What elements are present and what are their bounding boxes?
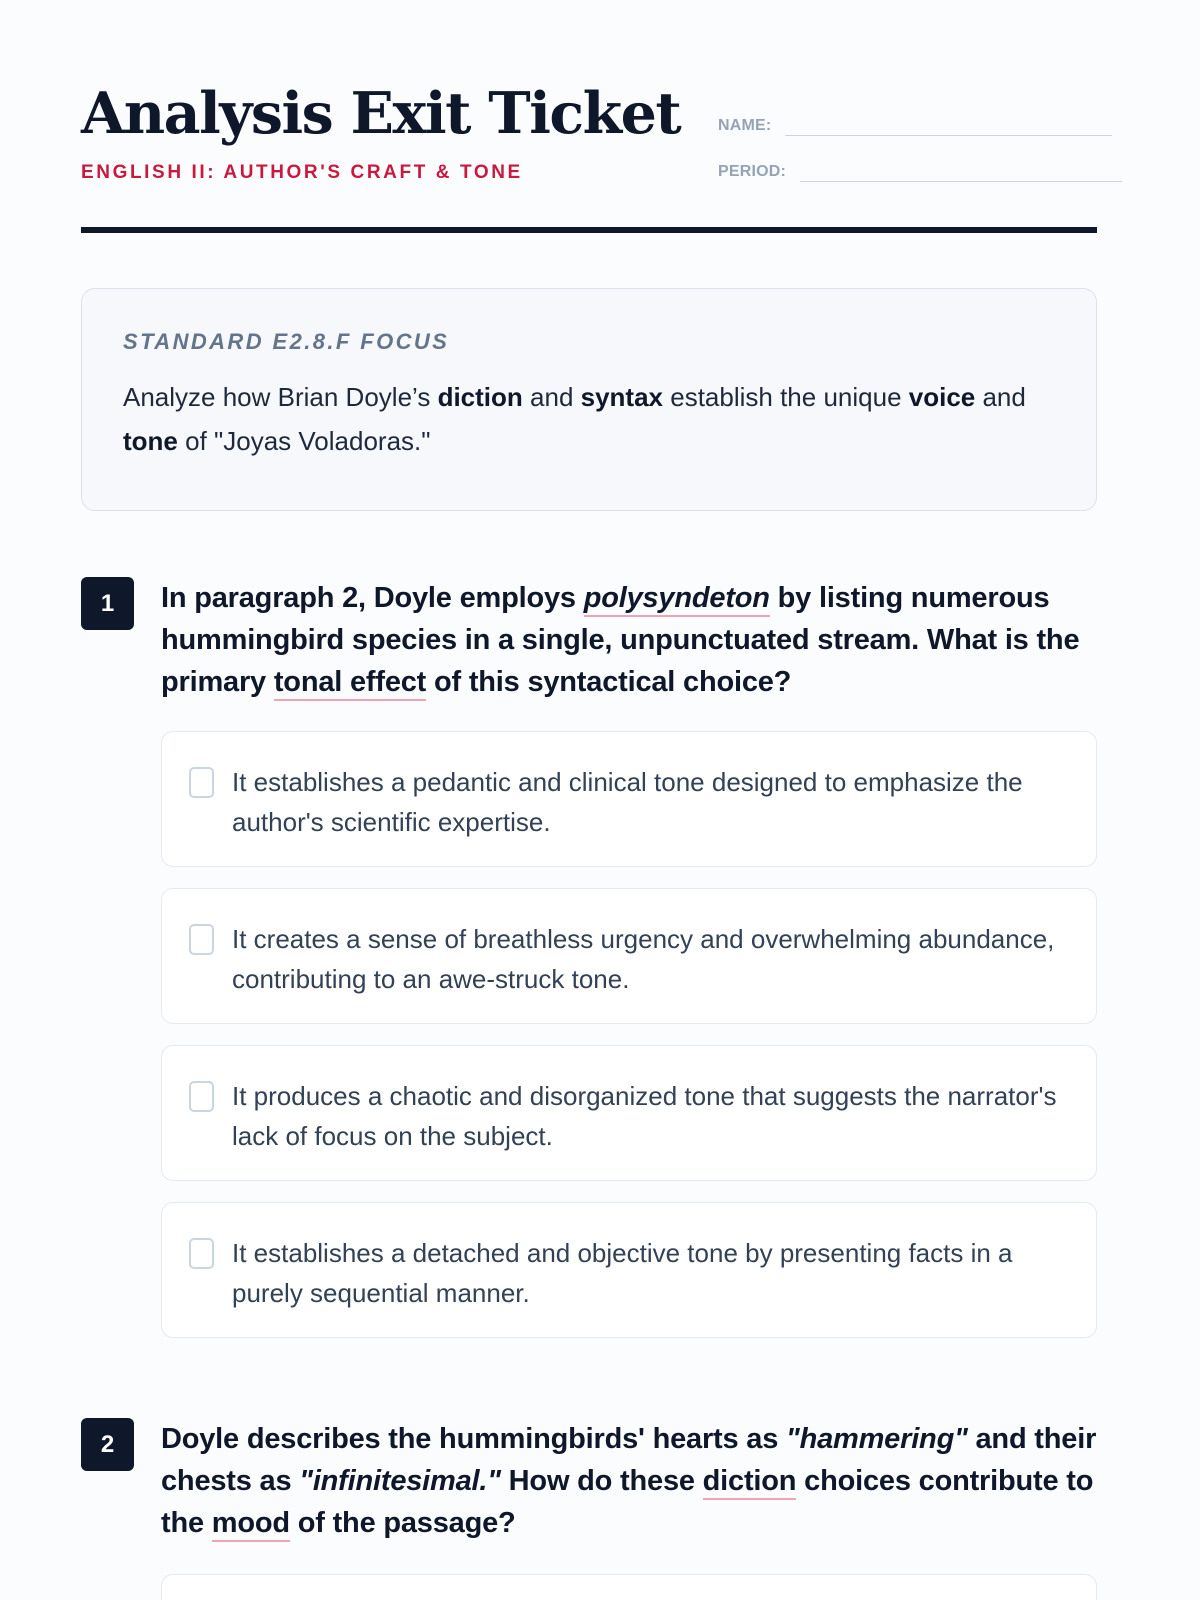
header — [81, 0, 1097, 234]
question-number-badge: 1 — [81, 577, 134, 630]
answer-option-a[interactable] — [161, 731, 1097, 867]
question-prompt — [161, 1418, 1097, 1544]
prompt-text: In paragraph 2, Doyle employs — [161, 582, 584, 614]
prompt-term-polysyndeton: polysyndeton — [584, 582, 770, 617]
standard-text-part: and — [975, 382, 1026, 412]
page-title: Analysis Exit Ticket — [81, 80, 681, 147]
prompt-text: of the passage? — [289, 1507, 516, 1539]
answer-options — [161, 731, 1097, 1338]
standard-label: STANDARD E2.8.F FOCUS — [123, 329, 450, 354]
name-label: NAME: — [718, 117, 772, 134]
answer-option-c[interactable] — [161, 1045, 1097, 1181]
option-text: It establishes a pedantic and clinical tone designed to emphasize the author's scientific expertise. — [232, 767, 1023, 837]
standard-description — [123, 375, 1056, 463]
standard-term-diction: diction — [437, 382, 523, 412]
header-divider — [81, 227, 1097, 233]
name-field — [718, 108, 1112, 136]
prompt-text: Doyle describes the hummingbirds' hearts as — [161, 1423, 787, 1455]
question-number-badge: 2 — [81, 1418, 134, 1471]
prompt-text: by listing numerous hummingbird species in a single, unpunctuated stream. What is the primary — [161, 582, 1080, 698]
standard-text-part: establish the unique — [663, 382, 909, 412]
question-2 — [81, 1418, 1097, 1600]
question-1 — [81, 577, 1097, 1338]
option-text: It produces a chaotic and disorganized tone that suggests the narrator's lack of focus on the subject. — [232, 1081, 1057, 1151]
answer-option-b[interactable] — [161, 888, 1097, 1024]
prompt-term-mood: mood — [212, 1507, 290, 1542]
standard-term-syntax: syntax — [580, 382, 664, 412]
period-field — [718, 154, 1122, 182]
question-prompt — [161, 577, 1097, 703]
prompt-text: choices contribute to the — [161, 1465, 1094, 1539]
prompt-text: and their chests as — [161, 1423, 1097, 1497]
prompt-term-diction: diction — [703, 1465, 797, 1500]
standard-term-voice: voice — [908, 382, 976, 412]
standard-text-part: Analyze how Brian Doyle’s — [123, 382, 438, 412]
standard-text-part: and — [522, 382, 581, 412]
option-text: It creates a sense of breathless urgency and overwhelming abundance, contributing to an awe-struck tone. — [232, 924, 1055, 994]
course-subtitle: ENGLISH II: AUTHOR'S CRAFT & TONE — [81, 162, 523, 183]
prompt-text: How do these — [500, 1465, 703, 1497]
period-input-line[interactable] — [800, 154, 1122, 182]
standard-term-tone: tone — [123, 426, 178, 456]
option-text: It establishes a detached and objective tone by presenting facts in a purely sequential manner. — [232, 1238, 1013, 1308]
answer-option-d[interactable] — [161, 1202, 1097, 1338]
standard-text-part: of "Joyas Voladoras." — [177, 426, 431, 456]
checkbox[interactable] — [189, 1238, 214, 1269]
prompt-term-tonal-effect: tonal effect — [274, 666, 426, 701]
period-label: PERIOD: — [718, 163, 787, 180]
checkbox[interactable] — [189, 1081, 214, 1112]
name-input-line[interactable] — [785, 108, 1112, 136]
prompt-quote-hammering: "hammering" — [786, 1423, 968, 1455]
prompt-text: of this syntactical choice? — [426, 666, 792, 698]
checkbox[interactable] — [189, 767, 214, 798]
prompt-quote-infinitesimal: "infinitesimal." — [299, 1465, 501, 1497]
standard-focus-box — [81, 288, 1097, 511]
answer-option-a[interactable] — [161, 1574, 1097, 1600]
checkbox[interactable] — [189, 924, 214, 955]
